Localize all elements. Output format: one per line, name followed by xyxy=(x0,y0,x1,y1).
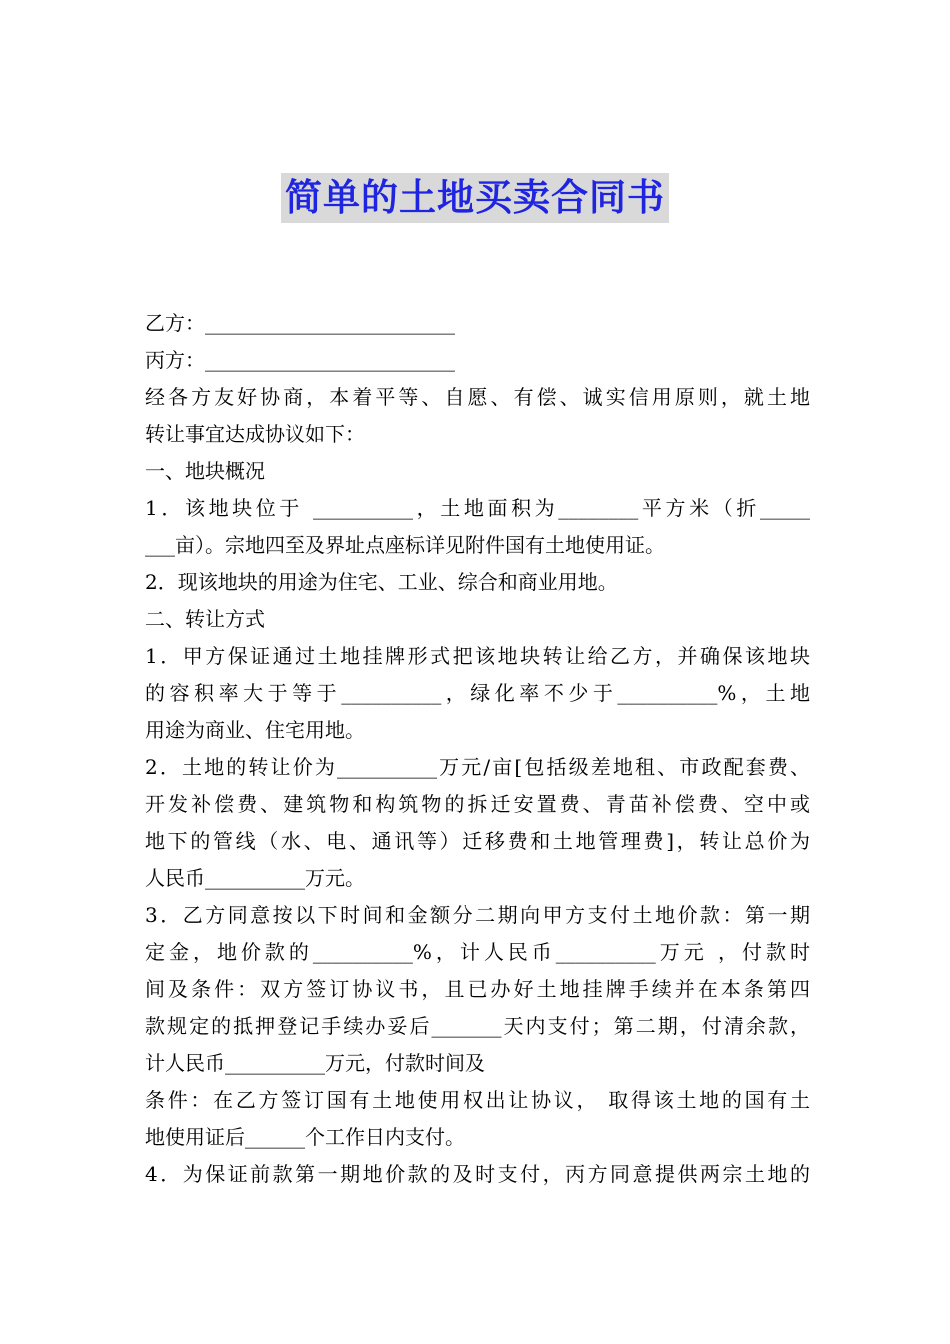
paragraph-line: 1．甲方保证通过土地挂牌形式把该地块转让给乙方，并确保该地块 xyxy=(145,644,810,668)
paragraph-line: 转让事宜达成协议如下： xyxy=(145,422,365,446)
paragraph-line: 2．现该地块的用途为住宅、工业、综合和商业用地。 xyxy=(145,570,618,594)
paragraph-line: 二、转让方式 xyxy=(145,607,265,631)
paragraph-line: 1．该地块位于 __________，土地面积为________平方米（折_____ xyxy=(145,496,810,520)
paragraph-line: 3．乙方同意按以下时间和金额分二期向甲方支付土地价款：第一期 xyxy=(145,903,810,927)
paragraph-line: 乙方：_________________________ xyxy=(145,311,455,335)
paragraph-line: ___亩）。宗地四至及界址点座标详见附件国有土地使用证。 xyxy=(145,533,665,557)
paragraph-line: 一、地块概况 xyxy=(145,459,265,483)
paragraph-line: 用途为商业、住宅用地。 xyxy=(145,718,365,742)
paragraph-line: 人民币__________万元。 xyxy=(145,866,365,890)
paragraph-line: 4．为保证前款第一期地价款的及时支付，丙方同意提供两宗土地的 xyxy=(145,1162,810,1186)
title-container xyxy=(0,173,950,223)
paragraph-line: 地使用证后______个工作日内支付。 xyxy=(145,1125,465,1149)
paragraph-line: 2．土地的转让价为__________万元/亩[包括级差地租、市政配套费、 xyxy=(145,755,810,779)
document-title: 简单的土地买卖合同书 xyxy=(281,173,669,223)
paragraph-line: 的容积率大于等于__________，绿化率不少于__________%，土地 xyxy=(145,681,810,705)
paragraph-line: 开发补偿费、建筑物和构筑物的拆迁安置费、青苗补偿费、空中或 xyxy=(145,792,810,816)
paragraph-line: 地下的管线（水、电、通讯等）迁移费和土地管理费]，转让总价为 xyxy=(145,829,810,853)
paragraph-line: 间及条件：双方签订协议书，且已办好土地挂牌手续并在本条第四 xyxy=(145,977,810,1001)
paragraph-line: 条件：在乙方签订国有土地使用权出让协议， 取得该土地的国有土 xyxy=(145,1088,810,1112)
paragraph-line: 款规定的抵押登记手续办妥后_______天内支付；第二期，付清余款， xyxy=(145,1014,810,1038)
paragraph-line: 丙方：_________________________ xyxy=(145,348,455,372)
paragraph-line: 经各方友好协商，本着平等、自愿、有偿、诚实信用原则，就土地 xyxy=(145,385,810,409)
paragraph-line: 计人民币__________万元，付款时间及 xyxy=(145,1051,485,1075)
paragraph-line: 定金，地价款的__________%，计人民币__________万元 ，付款时 xyxy=(145,940,810,964)
document-body xyxy=(145,305,810,1193)
